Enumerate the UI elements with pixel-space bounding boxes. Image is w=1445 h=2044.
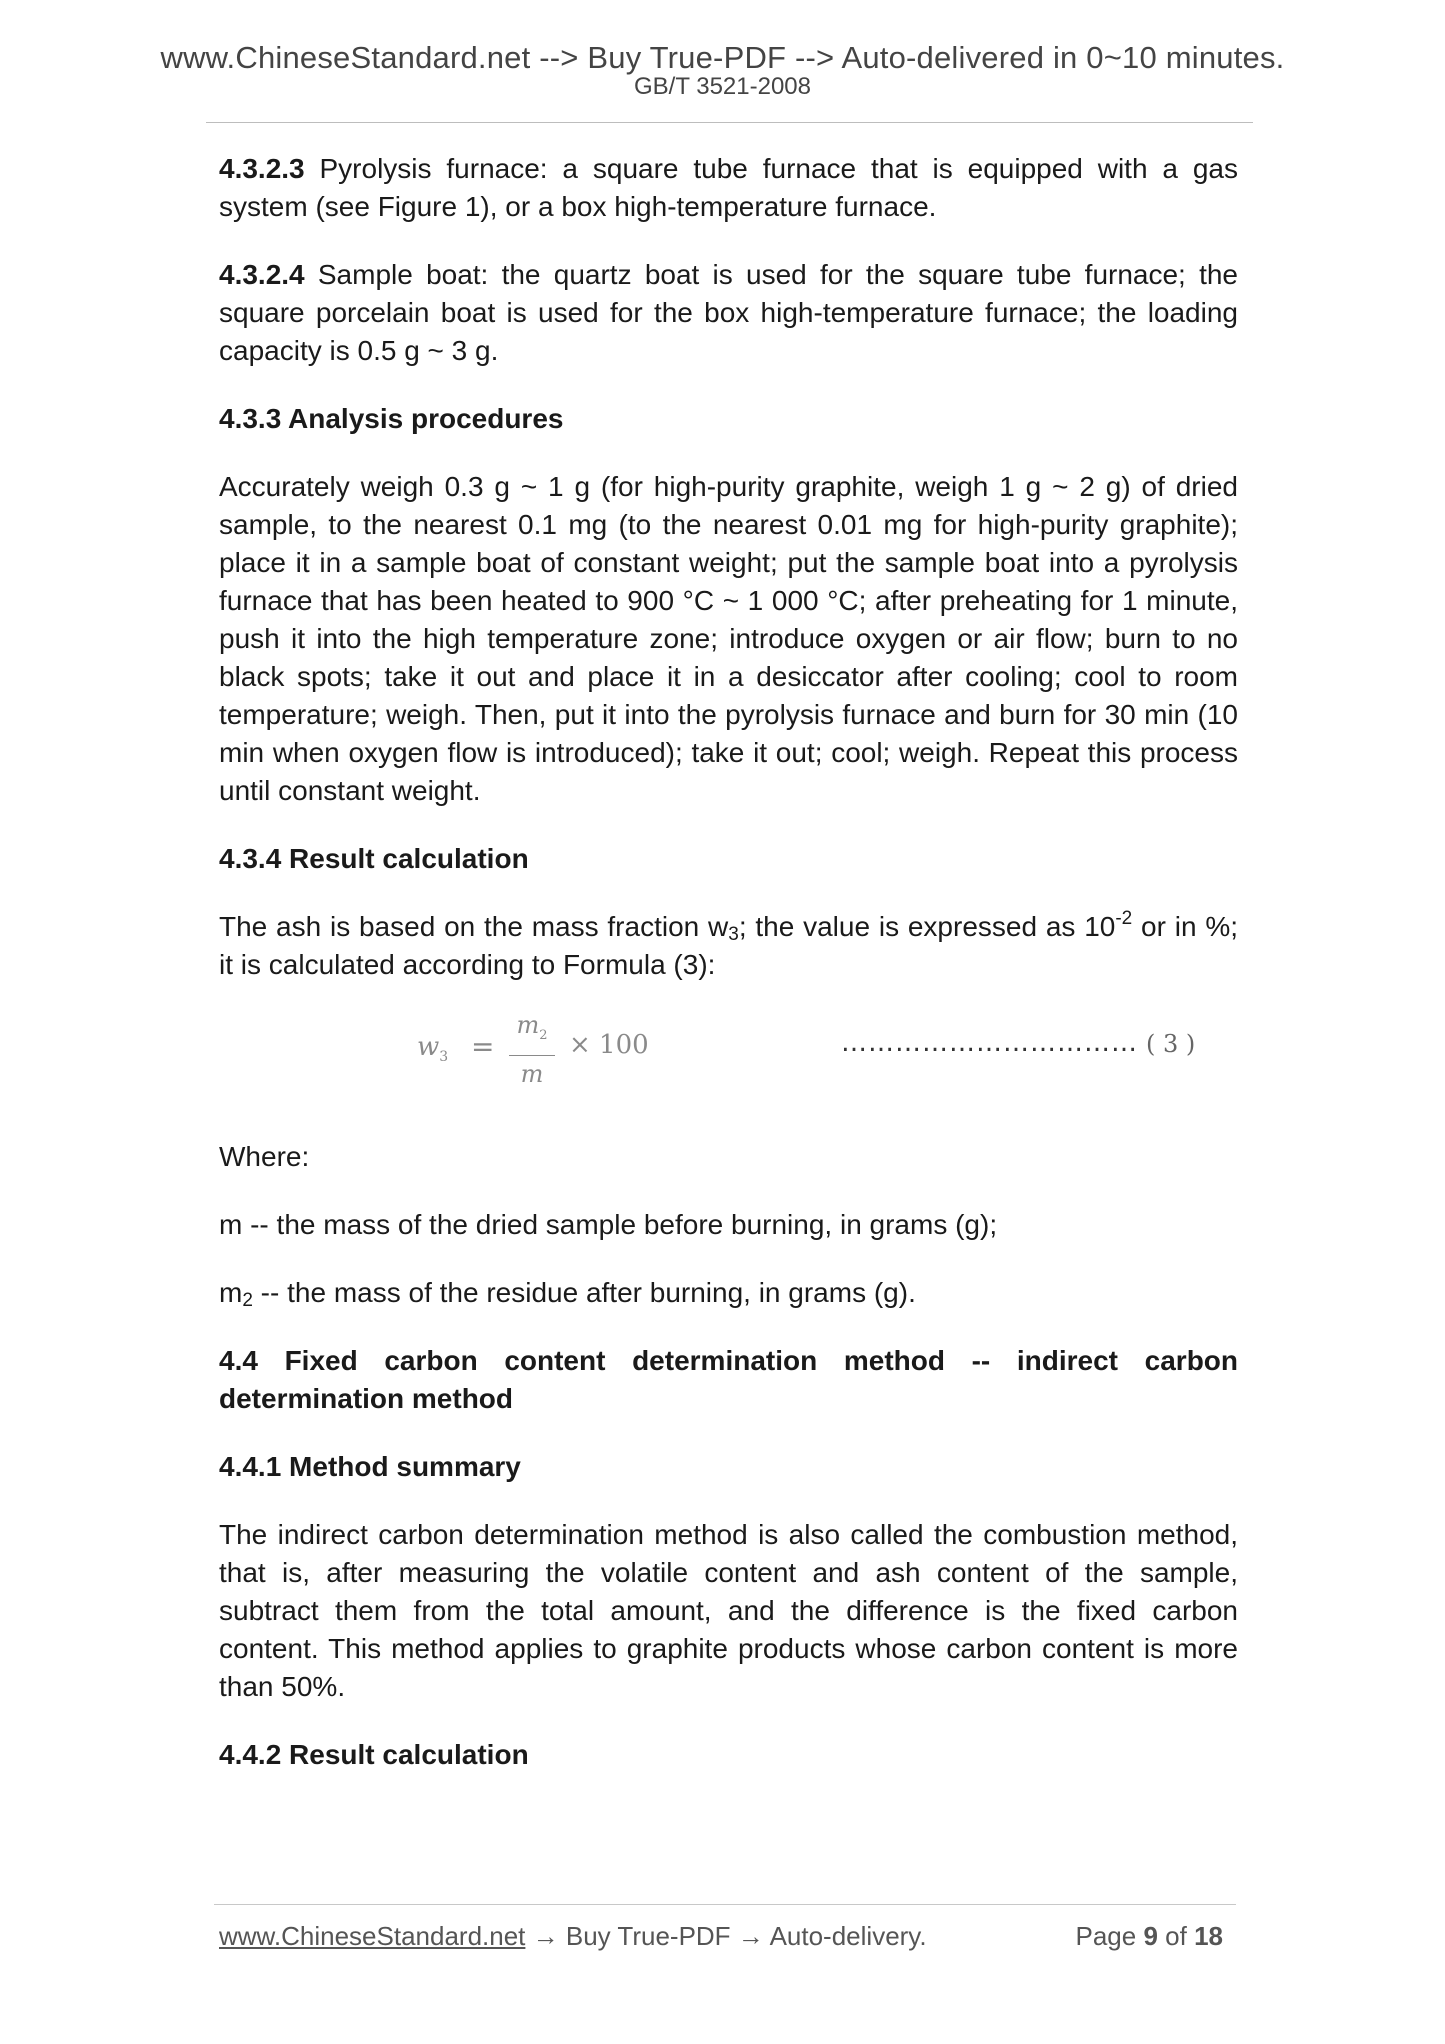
footer-site-link[interactable]: www.ChineseStandard.net: [219, 1921, 526, 1951]
method-summary-text: The indirect carbon determination method is also called the combustion method, that is, after measuring the volatile content and ash content of the sample, subtract them from the total amount, and the difference is the fixed carbon content. This method applies to graphite products whose carbon content is more than 50%.: [219, 1519, 1238, 1702]
heading-4-3-4: 4.3.4 Result calculation: [219, 843, 529, 874]
definition-m2: $m_2$ -- the mass of the residue after burning, in grams (g).: [219, 1277, 916, 1311]
page-indicator: Page 9 of 18: [1075, 1921, 1223, 1951]
current-page: 9: [1143, 1921, 1158, 1951]
heading-4-4-2: 4.4.2 Result calculation: [219, 1739, 529, 1770]
formula-equals: =: [471, 1030, 495, 1063]
ash-formula-intro: The ash is based on the mass fraction $w_3$; the value is expressed as $10^{-2}$ or in %; it is calculated according to Formula (3):: [219, 908, 1238, 980]
where-label: Where:: [219, 1141, 310, 1172]
formula-3: [219, 1010, 1238, 1094]
heading-4-4-1: 4.4.1 Method summary: [219, 1451, 521, 1482]
footer-promo-text: → Buy True-PDF → Auto-delivery.: [525, 1921, 927, 1951]
formula-lhs: $w_3$: [417, 1032, 449, 1066]
page-body: [219, 150, 1238, 1774]
formula-leader-dots: ……………………………: [841, 1028, 1138, 1058]
heading-4-4: 4.4 Fixed carbon content determination method -- indirect carbon determination method: [219, 1345, 1238, 1414]
formula-number: ( 3 ): [1146, 1030, 1196, 1058]
formula-multiplier: × 100: [569, 1030, 649, 1060]
clause-4-3-2-4: [219, 256, 1238, 370]
clause-number: 4.3.2.3: [219, 153, 305, 184]
footer-promo: [219, 1921, 927, 1952]
header-banner: www.ChineseStandard.net --> Buy True-PDF --> Auto-delivered in 0~10 minutes.: [160, 40, 1285, 75]
heading-4-3-3: 4.3.3 Analysis procedures: [219, 403, 564, 434]
clause-number: 4.3.2.4: [219, 259, 305, 290]
analysis-procedures-text: Accurately weigh 0.3 g ~ 1 g (for high-purity graphite, weigh 1 g ~ 2 g) of dried sample, to the nearest 0.1 mg (to the nearest 0.01 mg for high-purity graphite); place it in a sample boat of constant weight; put the sample boat into a pyrolysis furnace that has been heated to 900 °C ~ 1 000 °C; after preheating for 1 minute, push it into the high temperature zone; introduce oxygen or air flow; burn to no black spots; take it out and place it in a desiccator after cooling; cool to room temperature; weigh. Then, put it into the pyrolysis furnace and burn for 30 min (10 min when oxygen flow is introduced); take it out; cool; weigh. Repeat this process until constant weight.: [219, 471, 1238, 806]
clause-text: Pyrolysis furnace: a square tube furnace that is equipped with a gas system (see Figure 1), or a box high-temperature furnace.: [219, 153, 1238, 222]
clause-text: Sample boat: the quartz boat is used for the square tube furnace; the square porcelain boat is used for the box high-temperature furnace; the loading capacity is 0.5 g ~ 3 g.: [219, 259, 1238, 366]
fraction-bar: [509, 1055, 555, 1056]
standard-code: GB/T 3521-2008: [633, 73, 811, 100]
clause-4-3-2-3: [219, 150, 1238, 226]
header-divider: [206, 122, 1253, 123]
formula-numerator: $m_2$: [516, 1011, 548, 1043]
formula-fraction: [503, 1010, 561, 1088]
definition-m: m -- the mass of the dried sample before burning, in grams (g);: [219, 1209, 998, 1240]
total-pages: 18: [1194, 1921, 1223, 1951]
footer-divider: [214, 1904, 1236, 1905]
formula-denominator: m: [520, 1059, 544, 1088]
